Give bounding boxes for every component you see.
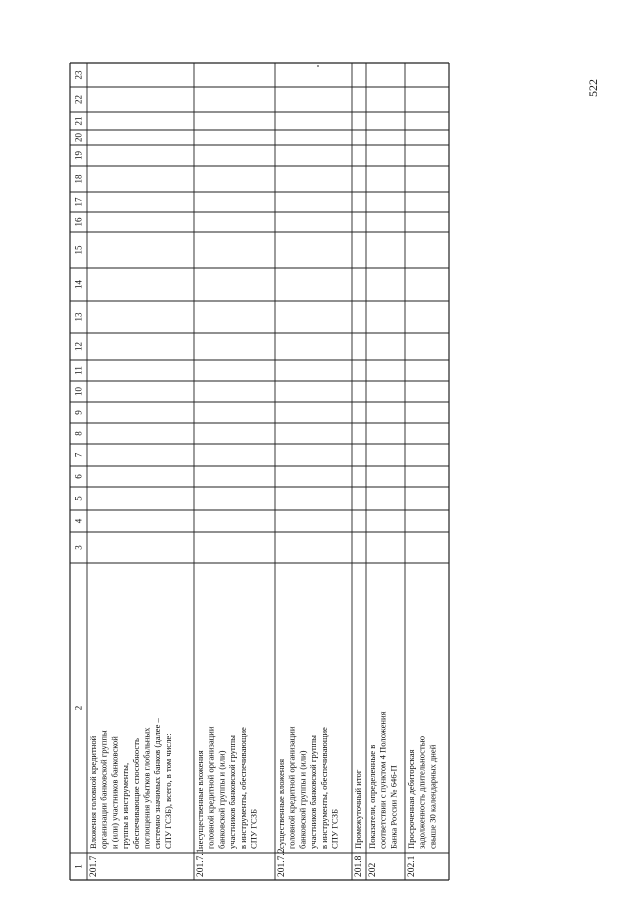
data-table — [70, 63, 449, 880]
row-description-line: участников банковской группы — [227, 735, 238, 849]
header-cell: 20 — [73, 133, 84, 142]
header-cell: 8 — [73, 431, 84, 436]
row-description-line: СПУ ГСЗБ — [248, 809, 259, 849]
row-description-line: Банка России № 646-П — [388, 765, 399, 849]
header-cell: 4 — [73, 518, 84, 524]
header-cell: 17 — [73, 197, 84, 207]
row-description-line: Просроченная дебиторская — [406, 749, 416, 849]
row-description-line: группы в инструменты, — [120, 762, 131, 849]
row-description-line: Промежуточный итог — [353, 769, 363, 849]
row-code: 202 — [368, 862, 378, 877]
header-cell: 15 — [73, 245, 84, 255]
header-cell: 5 — [73, 496, 84, 501]
header-cell: 14 — [73, 280, 84, 289]
row-code: 201.8 — [354, 855, 364, 877]
row-description-line: СПУ ГСЗБ — [329, 809, 340, 849]
header-cell: 21 — [73, 116, 84, 126]
header-cell: 3 — [73, 545, 84, 550]
row-code: 202.1 — [407, 855, 417, 877]
row-description-line: Показатели, определенные в — [367, 744, 377, 849]
row-description-line: головной кредитной организации — [205, 726, 216, 849]
row-description-line: банковской группы и (или) — [297, 750, 308, 849]
row-description-line: Вложения головной кредитной — [88, 735, 98, 849]
header-cell: 10 — [73, 387, 84, 396]
header-cell: 13 — [73, 312, 84, 322]
row-description-line: свыше 30 календарных дней — [427, 744, 438, 849]
row-description-line: головной кредитной организации — [286, 726, 297, 849]
header-cell: 23 — [73, 70, 84, 80]
row-code: 201.7.2 — [277, 848, 287, 877]
row-code: 201.7.1 — [196, 848, 206, 877]
header-cell: 9 — [73, 410, 84, 415]
header-cell: 2 — [73, 705, 84, 711]
row-description-line: в инструменты, обеспечивающие — [318, 727, 329, 849]
header-cell: 22 — [73, 95, 84, 104]
header-cell: 7 — [73, 452, 84, 458]
row-description-line: банковской группы и (или) — [216, 750, 227, 849]
row-description-line: обеспечивающие способность — [130, 738, 141, 849]
page-number: 522 — [586, 79, 600, 97]
header-cell: 6 — [73, 474, 84, 479]
header-cell: 12 — [73, 342, 84, 351]
header-cell: 16 — [73, 217, 84, 227]
row-description-line: существенные вложения — [276, 758, 286, 849]
row-description-line: в инструменты, обеспечивающие — [237, 727, 248, 849]
row-description-line: СПУ ГСЗБ), всего, в том числе: — [162, 733, 173, 849]
header-cell: 18 — [73, 174, 84, 184]
row-code: 201.7 — [89, 855, 99, 877]
row-description-line: и (или) участников банковской — [109, 736, 120, 849]
row-description-line: задолженность длительностью — [416, 735, 427, 849]
row-description-line: поглощения убытков глобальных — [141, 727, 152, 849]
row-description-line: организации банковской группы — [98, 730, 109, 849]
row-description-line: несущественные вложения — [195, 750, 205, 849]
header-cell: 19 — [73, 151, 84, 160]
header-cell: 11 — [73, 366, 84, 375]
scan-speck — [317, 65, 319, 67]
row-description-line: участников банковской группы — [308, 735, 319, 849]
row-description-line: системно значимых банков (далее – — [152, 718, 163, 849]
header-cell: 1 — [73, 864, 84, 869]
row-description-line: соответствии с пунктом 4 Положения — [377, 711, 388, 849]
